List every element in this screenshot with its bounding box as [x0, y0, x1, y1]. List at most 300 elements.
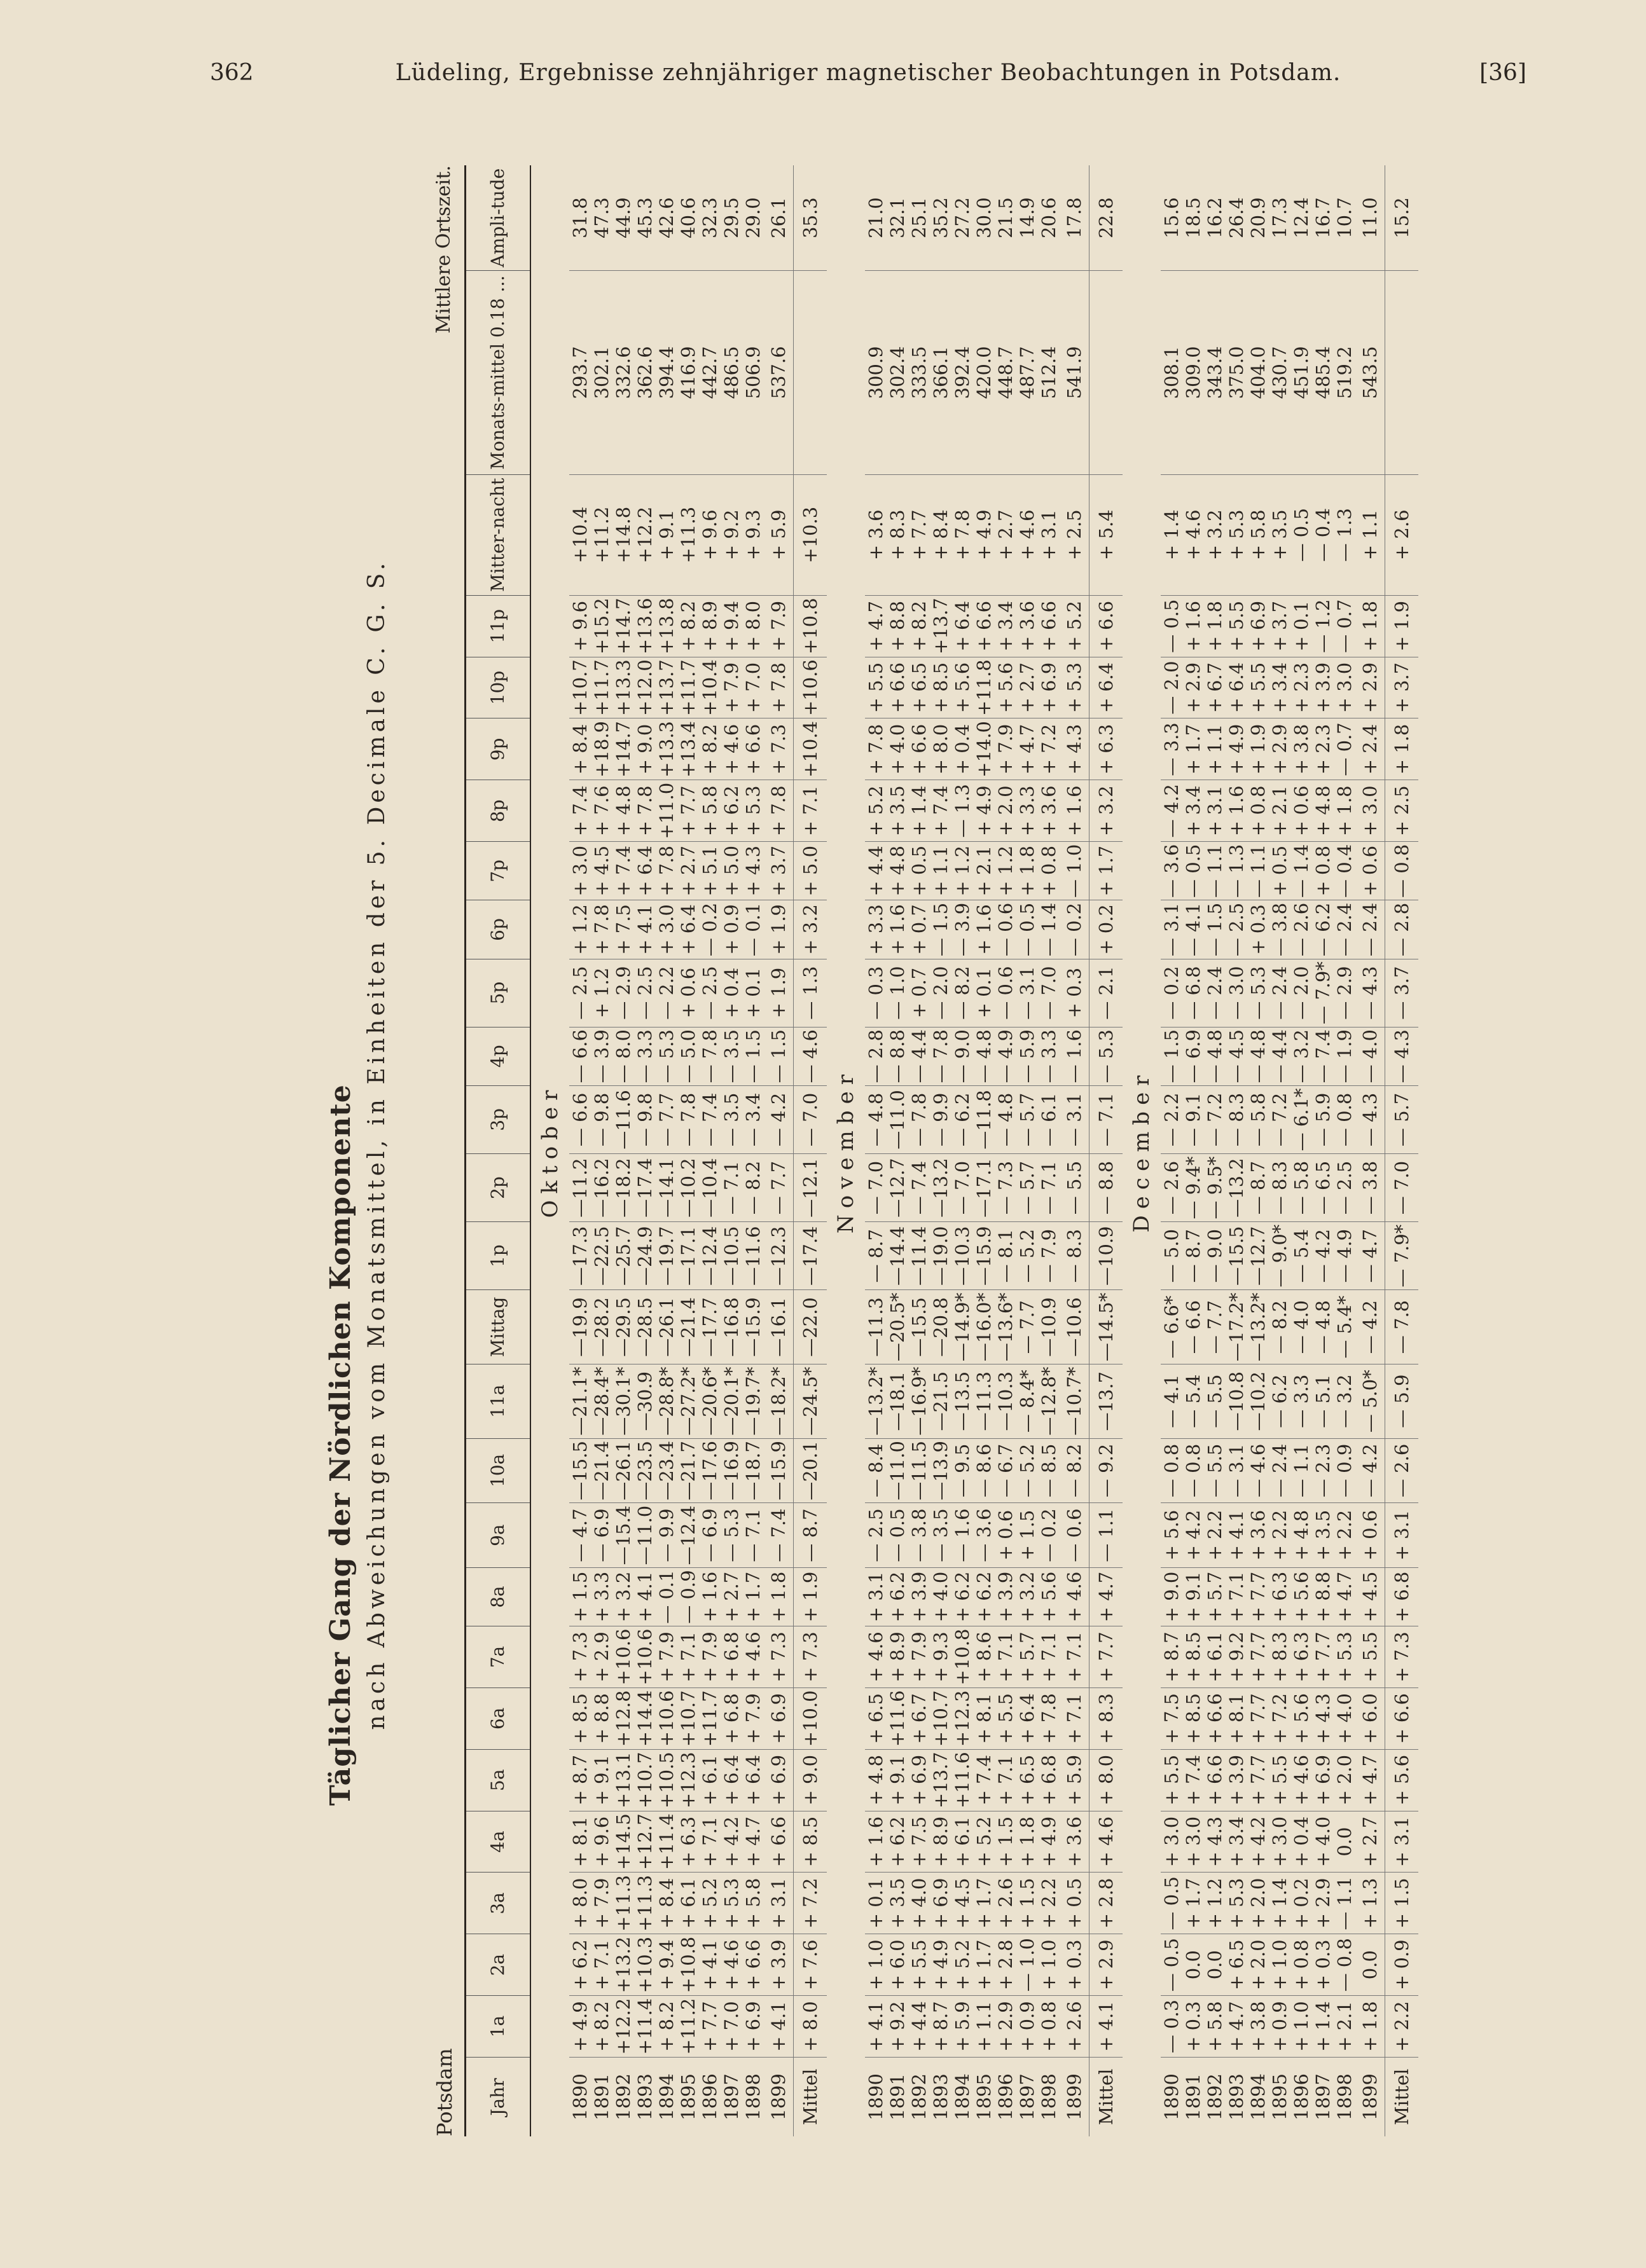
- value-cell: + 1.6: [887, 900, 908, 959]
- value-cell: + 2.2: [1204, 1503, 1226, 1568]
- value-cell: —18.2: [612, 1153, 634, 1221]
- value-cell: —30.9: [634, 1364, 656, 1438]
- value-cell: —13.2*: [1247, 1290, 1269, 1364]
- value-cell: + 7.1: [591, 1934, 612, 1996]
- value-cell: 394.4: [656, 271, 677, 475]
- value-cell: + 2.3: [1290, 657, 1312, 718]
- value-cell: + 9.0: [1161, 1567, 1182, 1626]
- value-cell: + 4.9: [973, 474, 995, 595]
- value-cell: + 8.4: [930, 474, 951, 595]
- mean-cell: —12.1: [794, 1153, 827, 1221]
- value-cell: + 1.2: [591, 959, 612, 1027]
- value-cell: 14.9: [1016, 165, 1038, 271]
- year-cell: 1899: [764, 2058, 794, 2137]
- value-cell: —10.7*: [1060, 1364, 1089, 1438]
- value-cell: + 6.9: [764, 1749, 794, 1811]
- value-cell: + 1.7: [1182, 1873, 1204, 1934]
- value-cell: —15.5: [569, 1438, 591, 1503]
- value-cell: + 4.1: [1226, 1503, 1247, 1568]
- table-title: Täglicher Gang der Nördlichen Komponente: [324, 1084, 357, 1806]
- running-title: Lüdeling, Ergebnisse zehnjähriger magnetischer Beobachtungen in Potsdam.: [395, 60, 1341, 86]
- value-cell: — 3.3: [1161, 718, 1182, 780]
- year-cell: 1896: [699, 2073, 721, 2120]
- mean-row: [1385, 165, 1419, 2136]
- value-cell: — 8.1: [995, 1222, 1016, 1290]
- value-cell: + 9.4: [721, 595, 742, 657]
- table-row: [995, 165, 1016, 2136]
- value-cell: — 4.1: [1182, 900, 1204, 959]
- value-cell: + 3.3: [591, 1567, 612, 1626]
- value-cell: —17.1: [677, 1222, 699, 1290]
- value-cell: — 4.0: [1290, 1290, 1312, 1364]
- value-cell: + 1.6: [1182, 595, 1204, 657]
- value-cell: — 6.8: [1182, 959, 1204, 1027]
- value-cell: —19.9: [569, 1290, 591, 1364]
- value-cell: + 4.3: [1204, 1811, 1226, 1873]
- value-cell: — 5.8: [1290, 1153, 1312, 1221]
- value-cell: + 0.3: [1312, 1934, 1334, 1996]
- value-cell: +10.8: [951, 1626, 973, 1688]
- table-row: [721, 165, 742, 2136]
- value-cell: 485.4: [1312, 271, 1334, 475]
- value-cell: +11.3: [634, 1873, 656, 1934]
- data-table: [464, 165, 1418, 2136]
- value-cell: —24.9: [634, 1222, 656, 1290]
- mean-cell: + 2.2: [1385, 1996, 1419, 2058]
- value-cell: + 6.3: [1290, 1626, 1312, 1688]
- value-cell: + 2.4: [1355, 718, 1385, 780]
- value-cell: + 1.9: [764, 959, 794, 1027]
- value-cell: + 4.0: [1312, 1811, 1334, 1873]
- year-cell: 1898: [1038, 2073, 1060, 2120]
- value-cell: — 1.6: [1060, 1027, 1089, 1085]
- value-cell: + 7.4: [1182, 1749, 1204, 1811]
- column-header: Mittag: [466, 1290, 531, 1364]
- mean-cell: + 6.3: [1089, 718, 1123, 780]
- mean-cell: — 3.7: [1385, 959, 1419, 1027]
- value-cell: +15.2: [591, 595, 612, 657]
- column-header: 5p: [466, 959, 531, 1027]
- year-cell: 1895: [973, 2073, 995, 2120]
- value-cell: + 9.2: [721, 474, 742, 595]
- value-cell: — 6.1*: [1290, 1085, 1312, 1153]
- value-cell: — 4.8: [1204, 1027, 1226, 1085]
- value-cell: — 7.4: [908, 1153, 930, 1221]
- value-cell: — 3.6: [973, 1503, 995, 1568]
- value-cell: —15.9: [742, 1290, 764, 1364]
- value-cell: + 2.8: [995, 1934, 1016, 1996]
- value-cell: + 1.8: [1016, 842, 1038, 900]
- value-cell: — 0.8: [1161, 1438, 1182, 1503]
- value-cell: — 5.1: [1312, 1364, 1334, 1438]
- mean-cell: —10.9: [1089, 1222, 1123, 1290]
- value-cell: + 6.6: [1038, 595, 1060, 657]
- mean-cell: + 6.8: [1385, 1567, 1419, 1626]
- value-cell: + 1.6: [973, 900, 995, 959]
- value-cell: + 9.4: [656, 1934, 677, 1996]
- value-cell: +14.7: [612, 595, 634, 657]
- value-cell: — 6.1: [1038, 1085, 1060, 1153]
- value-cell: 16.7: [1312, 165, 1334, 271]
- mean-cell: —20.1: [794, 1438, 827, 1503]
- value-cell: + 0.7: [908, 900, 930, 959]
- value-cell: — 8.3: [1060, 1222, 1089, 1290]
- value-cell: + 8.5: [930, 657, 951, 718]
- value-cell: + 5.2: [951, 1934, 973, 1996]
- value-cell: + 3.9: [995, 1567, 1016, 1626]
- value-cell: — 7.0: [865, 1153, 887, 1221]
- value-cell: + 7.1: [699, 1811, 721, 1873]
- value-cell: +11.0: [656, 780, 677, 842]
- value-cell: + 5.3: [742, 780, 764, 842]
- value-cell: — 4.8: [973, 1027, 995, 1085]
- value-cell: +10.7: [569, 657, 591, 718]
- year-cell: 1895: [1269, 2073, 1290, 2120]
- value-cell: + 8.3: [1269, 1626, 1290, 1688]
- mean-cell: + 3.1: [1385, 1811, 1419, 1873]
- value-cell: + 4.1: [634, 900, 656, 959]
- value-cell: — 2.5: [699, 959, 721, 1027]
- value-cell: 0.0: [1334, 1811, 1355, 1873]
- mean-cell: + 9.0: [794, 1749, 827, 1811]
- value-cell: + 1.9: [764, 900, 794, 959]
- value-cell: +12.0: [634, 657, 656, 718]
- value-cell: + 0.4: [1290, 1811, 1312, 1873]
- value-cell: + 2.7: [995, 474, 1016, 595]
- value-cell: 309.0: [1182, 271, 1204, 475]
- mean-cell: + 6.4: [1089, 657, 1123, 718]
- value-cell: + 7.1: [1038, 1626, 1060, 1688]
- mean-cell: — 8.8: [1089, 1153, 1123, 1221]
- value-cell: + 1.5: [1016, 1503, 1038, 1568]
- value-cell: — 9.0: [1204, 1222, 1226, 1290]
- value-cell: + 8.9: [699, 595, 721, 657]
- value-cell: + 8.2: [677, 595, 699, 657]
- value-cell: + 1.7: [1182, 718, 1204, 780]
- value-cell: +14.4: [634, 1687, 656, 1749]
- value-cell: +11.7: [699, 1687, 721, 1749]
- value-cell: — 4.2: [1312, 1222, 1334, 1290]
- value-cell: + 1.2: [1204, 1873, 1226, 1934]
- value-cell: + 8.7: [569, 1749, 591, 1811]
- value-cell: — 1.0: [887, 959, 908, 1027]
- value-cell: + 5.8: [699, 780, 721, 842]
- value-cell: — 6.2: [1312, 900, 1334, 959]
- value-cell: + 8.0: [569, 1873, 591, 1934]
- value-cell: —10.2: [677, 1153, 699, 1221]
- value-cell: +12.8: [612, 1687, 634, 1749]
- value-cell: — 5.9: [1312, 1085, 1334, 1153]
- value-cell: 302.4: [887, 271, 908, 475]
- value-cell: —12.7: [1247, 1222, 1269, 1290]
- value-cell: — 9.0*: [1269, 1222, 1290, 1290]
- value-cell: 21.5: [995, 165, 1016, 271]
- value-cell: + 0.3: [1060, 959, 1089, 1027]
- value-cell: + 5.6: [1161, 1503, 1182, 1568]
- value-cell: 15.6: [1161, 165, 1182, 271]
- value-cell: — 1.5: [742, 1027, 764, 1085]
- value-cell: — 6.5: [1312, 1153, 1334, 1221]
- value-cell: 44.9: [612, 165, 634, 271]
- value-cell: + 6.6: [742, 718, 764, 780]
- value-cell: + 1.8: [1355, 595, 1385, 657]
- mean-cell: + 8.0: [1089, 1749, 1123, 1811]
- value-cell: + 0.6: [1290, 780, 1312, 842]
- mean-cell: —17.4: [794, 1222, 827, 1290]
- value-cell: — 6.6: [569, 1085, 591, 1153]
- table-row: [1247, 165, 1269, 2136]
- mean-cell: + 0.9: [1385, 1934, 1419, 1996]
- value-cell: + 6.8: [721, 1687, 742, 1749]
- value-cell: + 4.7: [742, 1811, 764, 1873]
- value-cell: + 6.2: [887, 1811, 908, 1873]
- value-cell: + 3.0: [569, 842, 591, 900]
- value-cell: + 5.5: [1247, 657, 1269, 718]
- value-cell: +13.8: [656, 595, 677, 657]
- value-cell: 506.9: [742, 271, 764, 475]
- value-cell: + 7.8: [1038, 1687, 1060, 1749]
- value-cell: + 7.1: [1060, 1626, 1089, 1688]
- value-cell: 416.9: [677, 271, 699, 475]
- value-cell: + 5.9: [1060, 1749, 1089, 1811]
- value-cell: + 0.1: [1290, 595, 1312, 657]
- mean-cell: — 7.8: [1385, 1290, 1419, 1364]
- value-cell: 26.1: [764, 165, 794, 271]
- value-cell: + 1.4: [1269, 1873, 1290, 1934]
- value-cell: — 0.5: [1161, 1873, 1182, 1934]
- value-cell: —10.3: [995, 1364, 1016, 1438]
- value-cell: + 2.9: [591, 1626, 612, 1688]
- value-cell: + 5.8: [1204, 1996, 1226, 2058]
- value-cell: + 4.1: [699, 1934, 721, 1996]
- value-cell: — 1.5: [1204, 900, 1226, 959]
- value-cell: —17.6: [699, 1438, 721, 1503]
- value-cell: + 7.2: [1269, 1687, 1290, 1749]
- value-cell: —18.7: [742, 1438, 764, 1503]
- value-cell: —14.4: [887, 1222, 908, 1290]
- value-cell: — 3.4: [742, 1085, 764, 1153]
- value-cell: + 1.0: [1290, 1996, 1312, 2058]
- value-cell: +11.2: [591, 474, 612, 595]
- value-cell: — 2.0: [1290, 959, 1312, 1027]
- value-cell: — 3.2: [1334, 1364, 1355, 1438]
- value-cell: 27.2: [951, 165, 973, 271]
- value-cell: + 8.2: [591, 1996, 612, 2058]
- value-cell: + 8.4: [656, 1873, 677, 1934]
- value-cell: — 5.0: [677, 1027, 699, 1085]
- value-cell: — 1.1: [1247, 842, 1269, 900]
- value-cell: + 4.2: [1247, 1811, 1269, 1873]
- value-cell: — 0.5: [887, 1503, 908, 1568]
- value-cell: —22.5: [591, 1222, 612, 1290]
- value-cell: —19.0: [930, 1222, 951, 1290]
- column-header: 1a: [466, 1996, 531, 2058]
- table-row: [1182, 165, 1204, 2136]
- value-cell: + 8.8: [887, 595, 908, 657]
- value-cell: + 1.0: [1038, 1934, 1060, 1996]
- value-cell: + 2.2: [1038, 1873, 1060, 1934]
- value-cell: + 7.9: [742, 1687, 764, 1749]
- year-cell: 1892: [908, 2073, 930, 2120]
- value-cell: — 4.9: [1334, 1222, 1355, 1290]
- value-cell: + 9.2: [887, 1996, 908, 2058]
- column-header: 5a: [466, 1749, 531, 1811]
- value-cell: + 8.9: [887, 1626, 908, 1688]
- value-cell: +18.9: [591, 718, 612, 780]
- value-cell: + 3.6: [1038, 780, 1060, 842]
- value-cell: — 4.9: [995, 1027, 1016, 1085]
- mean-cell: + 4.7: [1089, 1567, 1123, 1626]
- value-cell: — 8.7: [865, 1222, 887, 1290]
- value-cell: +11.7: [677, 657, 699, 718]
- table-row: [951, 165, 973, 2136]
- value-cell: — 3.6: [1161, 842, 1182, 900]
- value-cell: —10.5: [721, 1222, 742, 1290]
- value-cell: + 3.4: [1182, 780, 1204, 842]
- value-cell: —28.8*: [656, 1364, 677, 1438]
- value-cell: — 3.9: [591, 1027, 612, 1085]
- year-cell: 1896: [1290, 2073, 1312, 2120]
- value-cell: — 1.5: [764, 1027, 794, 1085]
- value-cell: + 0.1: [742, 959, 764, 1027]
- value-cell: — 8.7: [1182, 1222, 1204, 1290]
- value-cell: + 5.3: [721, 1873, 742, 1934]
- value-cell: — 8.2: [951, 959, 973, 1027]
- value-cell: + 0.8: [1312, 842, 1334, 900]
- value-cell: +12.2: [634, 474, 656, 595]
- value-cell: + 7.9: [699, 1626, 721, 1688]
- year-cell: 1891: [1182, 2073, 1204, 2120]
- value-cell: — 5.7: [1016, 1153, 1038, 1221]
- value-cell: — 6.2: [1269, 1364, 1290, 1438]
- value-cell: + 2.9: [1312, 1873, 1334, 1934]
- value-cell: — 3.5: [930, 1503, 951, 1568]
- value-cell: — 5.2: [1016, 1222, 1038, 1290]
- value-cell: —27.2*: [677, 1364, 699, 1438]
- value-cell: — 4.5: [1226, 1027, 1247, 1085]
- value-cell: — 0.2: [699, 900, 721, 959]
- value-cell: + 2.0: [1334, 1749, 1355, 1811]
- value-cell: — 8.3: [1226, 1085, 1247, 1153]
- value-cell: 375.0: [1226, 271, 1247, 475]
- mean-cell: —13.7: [1089, 1364, 1123, 1438]
- value-cell: — 3.3: [1290, 1364, 1312, 1438]
- value-cell: 486.5: [721, 271, 742, 475]
- value-cell: — 7.4: [699, 1085, 721, 1153]
- value-cell: + 6.1: [677, 1873, 699, 1934]
- value-cell: + 4.5: [951, 1873, 973, 1934]
- value-cell: + 4.1: [634, 1567, 656, 1626]
- column-header: Ampli-tude: [466, 165, 531, 271]
- column-header: 11p: [466, 595, 531, 657]
- value-cell: + 7.8: [951, 474, 973, 595]
- value-cell: —21.5: [930, 1364, 951, 1438]
- year-cell: 1898: [742, 2073, 764, 2120]
- value-cell: + 1.6: [865, 1811, 887, 1873]
- value-cell: — 8.4*: [1016, 1364, 1038, 1438]
- mean-cell: + 5.6: [1385, 1749, 1419, 1811]
- value-cell: —13.2: [930, 1153, 951, 1221]
- value-cell: + 7.7: [1247, 1687, 1269, 1749]
- column-header: 2p: [466, 1153, 531, 1221]
- value-cell: 30.0: [973, 165, 995, 271]
- value-cell: + 3.5: [1312, 1503, 1334, 1568]
- value-cell: — 1.1: [1290, 1438, 1312, 1503]
- value-cell: — 5.4*: [1334, 1290, 1355, 1364]
- value-cell: + 2.6: [995, 1873, 1016, 1934]
- value-cell: +12.7: [634, 1811, 656, 1873]
- value-cell: + 9.1: [1182, 1567, 1204, 1626]
- value-cell: —28.4*: [591, 1364, 612, 1438]
- value-cell: + 0.6: [1355, 842, 1385, 900]
- value-cell: + 3.1: [1204, 780, 1226, 842]
- value-cell: + 3.0: [1334, 657, 1355, 718]
- mean-cell: + 6.6: [1385, 1687, 1419, 1749]
- mean-cell: — 7.0: [794, 1085, 827, 1153]
- value-cell: + 0.6: [677, 959, 699, 1027]
- value-cell: + 9.1: [887, 1749, 908, 1811]
- value-cell: 0.0: [1182, 1934, 1204, 1996]
- table-row: [612, 165, 634, 2136]
- value-cell: + 3.5: [887, 780, 908, 842]
- value-cell: + 7.7: [1247, 1749, 1269, 1811]
- value-cell: —16.9: [721, 1438, 742, 1503]
- value-cell: + 6.4: [742, 1749, 764, 1811]
- value-cell: + 0.6: [995, 1503, 1016, 1568]
- value-cell: + 4.6: [1060, 1567, 1089, 1626]
- value-cell: — 2.4: [1269, 959, 1290, 1027]
- value-cell: — 1.1: [1334, 1873, 1355, 1934]
- value-cell: + 4.3: [742, 842, 764, 900]
- value-cell: + 3.9: [764, 1934, 794, 1996]
- value-cell: + 3.0: [1161, 1811, 1182, 1873]
- mean-cell: + 7.3: [794, 1626, 827, 1688]
- value-cell: —25.7: [612, 1222, 634, 1290]
- value-cell: + 2.3: [1312, 718, 1334, 780]
- column-header: 4p: [466, 1027, 531, 1085]
- value-cell: +10.6: [634, 1626, 656, 1688]
- value-cell: + 8.0: [742, 595, 764, 657]
- value-cell: — 7.8: [908, 1085, 930, 1153]
- value-cell: + 1.1: [1204, 718, 1226, 780]
- value-cell: + 1.9: [1247, 718, 1269, 780]
- value-cell: + 8.6: [973, 1626, 995, 1688]
- value-cell: — 8.6: [973, 1438, 995, 1503]
- value-cell: + 1.6: [699, 1567, 721, 1626]
- value-cell: + 4.0: [930, 1567, 951, 1626]
- value-cell: + 0.8: [1290, 1934, 1312, 1996]
- value-cell: + 5.2: [865, 780, 887, 842]
- value-cell: +10.7: [634, 1749, 656, 1811]
- value-cell: + 5.6: [951, 657, 973, 718]
- value-cell: + 6.5: [1016, 1749, 1038, 1811]
- value-cell: — 6.6: [1182, 1290, 1204, 1364]
- value-cell: — 2.5: [634, 959, 656, 1027]
- value-cell: + 5.5: [995, 1687, 1016, 1749]
- value-cell: + 1.4: [908, 780, 930, 842]
- year-cell: 1897: [1312, 2073, 1334, 2120]
- value-cell: — 6.2: [951, 1085, 973, 1153]
- value-cell: + 3.6: [1060, 1811, 1089, 1873]
- value-cell: 366.1: [930, 271, 951, 475]
- value-cell: — 7.8: [677, 1085, 699, 1153]
- value-cell: — 5.9: [1016, 1027, 1038, 1085]
- value-cell: — 1.6: [951, 1503, 973, 1568]
- value-cell: —21.4: [677, 1290, 699, 1364]
- value-cell: — 3.2: [1290, 1027, 1312, 1085]
- value-cell: — 5.2: [1016, 1438, 1038, 1503]
- value-cell: — 2.0: [930, 959, 951, 1027]
